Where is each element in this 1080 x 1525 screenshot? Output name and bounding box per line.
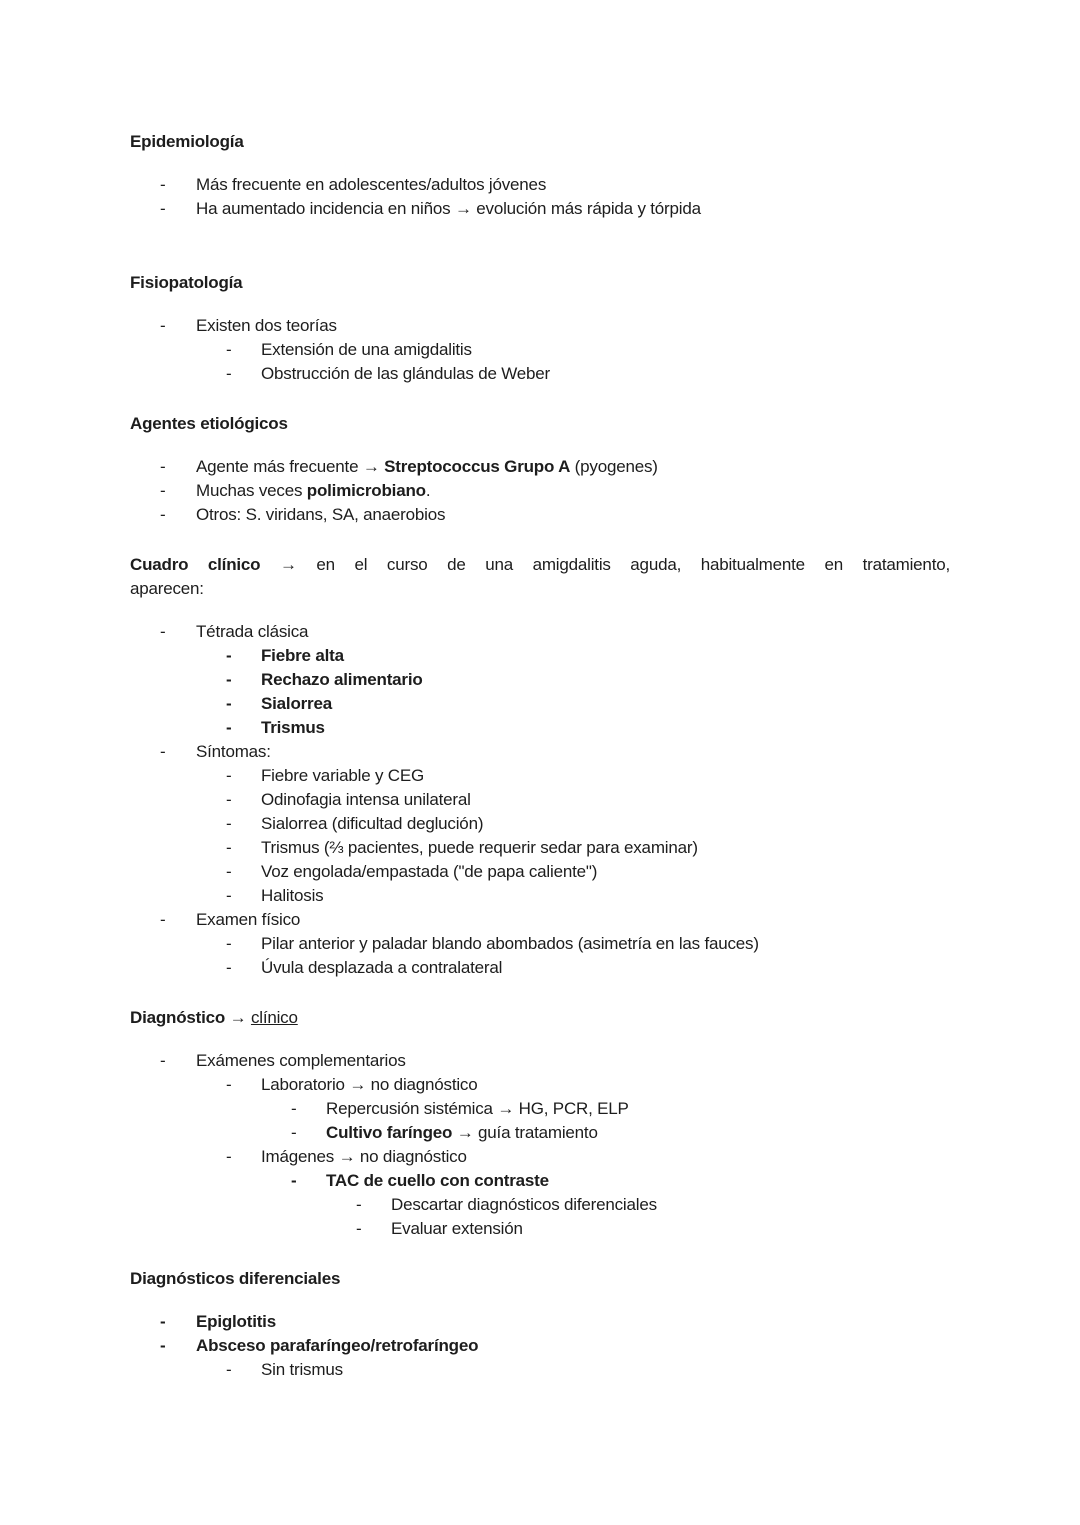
- text-segment: → en el curso de una amigdalitis aguda, habitualmente en tratamiento,: [260, 555, 950, 574]
- text-segment: Ha aumentado incidencia en niños → evolución más rápida y tórpida: [196, 199, 701, 218]
- bullet-dash: -: [160, 742, 166, 761]
- bullet-item: [130, 740, 950, 764]
- text-segment: →: [225, 1008, 251, 1027]
- text-segment: Halitosis: [261, 886, 324, 905]
- section-heading: [130, 1006, 950, 1030]
- text-segment: Descartar diagnósticos diferenciales: [391, 1195, 657, 1214]
- text-segment: Existen dos teorías: [196, 316, 337, 335]
- bullet-list: [130, 455, 950, 527]
- bullet-text: [196, 1312, 276, 1331]
- bullet-item: [130, 620, 950, 644]
- bullet-dash: -: [226, 340, 232, 359]
- bullet-text: [196, 457, 658, 476]
- doc-section: [130, 553, 950, 980]
- bullet-dash: -: [226, 364, 232, 383]
- bullet-text: [196, 199, 701, 218]
- bullet-list: [130, 1049, 950, 1241]
- bullet-dash: -: [160, 457, 166, 476]
- text-segment: (pyogenes): [570, 457, 658, 476]
- bullet-text: [261, 718, 325, 737]
- bullet-item: [130, 692, 950, 716]
- text-segment: Diagnóstico: [130, 1008, 226, 1027]
- text-segment: TAC de cuello con contraste: [326, 1171, 549, 1190]
- bullet-item: [130, 1169, 950, 1193]
- bullet-dash: -: [160, 316, 166, 335]
- bullet-item: [130, 1097, 950, 1121]
- text-segment: polimicrobiano: [306, 481, 426, 500]
- text-segment: aparecen:: [130, 579, 204, 598]
- bullet-dash: -: [356, 1195, 362, 1214]
- bullet-item: [130, 956, 950, 980]
- bullet-dash: -: [226, 1147, 232, 1166]
- text-segment: Síntomas:: [196, 742, 271, 761]
- bullet-dash: -: [291, 1123, 297, 1142]
- bullet-text: [261, 364, 550, 383]
- text-segment: Evaluar extensión: [391, 1219, 523, 1238]
- bullet-text: [196, 1051, 406, 1070]
- bullet-text: [196, 742, 271, 761]
- doc-section: [130, 271, 950, 386]
- bullet-text: [391, 1219, 523, 1238]
- bullet-dash: -: [160, 481, 166, 500]
- bullet-dash: -: [226, 934, 232, 953]
- text-segment: Exámenes complementarios: [196, 1051, 406, 1070]
- bullet-item: [130, 314, 950, 338]
- bullet-text: [261, 838, 698, 857]
- text-segment: Trismus: [261, 718, 325, 737]
- bullet-dash: -: [226, 790, 232, 809]
- text-segment: Otros: S. viridans, SA, anaerobios: [196, 505, 446, 524]
- bullet-text: [261, 646, 344, 665]
- bullet-text: [261, 814, 483, 833]
- text-segment: Streptococcus Grupo A: [384, 457, 571, 476]
- text-segment: Rechazo alimentario: [261, 670, 423, 689]
- text-segment: Fiebre alta: [261, 646, 344, 665]
- text-segment: Cultivo faríngeo: [326, 1123, 453, 1142]
- bullet-dash: -: [226, 718, 232, 737]
- bullet-dash: -: [226, 670, 232, 689]
- bullet-dash: -: [226, 694, 232, 713]
- bullet-item: [130, 716, 950, 740]
- bullet-item: [130, 1049, 950, 1073]
- bullet-dash: -: [226, 886, 232, 905]
- text-segment: Sin trismus: [261, 1360, 343, 1379]
- text-segment: Úvula desplazada a contralateral: [261, 958, 503, 977]
- doc-section: [130, 1267, 950, 1382]
- bullet-item: [130, 455, 950, 479]
- section-heading: [130, 412, 950, 436]
- bullet-item: [130, 908, 950, 932]
- paragraph-line: [130, 553, 950, 577]
- bullet-item: [130, 173, 950, 197]
- bullet-list: [130, 173, 950, 221]
- bullet-text: [261, 766, 424, 785]
- text-segment: Más frecuente en adolescentes/adultos jóvenes: [196, 175, 547, 194]
- bullet-dash: -: [160, 199, 166, 218]
- section-heading: [130, 271, 950, 295]
- text-segment: Epiglotitis: [196, 1312, 276, 1331]
- bullet-text: [261, 886, 323, 905]
- bullet-dash: -: [160, 1336, 166, 1355]
- bullet-item: [130, 1334, 950, 1358]
- bullet-dash: -: [226, 646, 232, 665]
- bullet-item: [130, 1310, 950, 1334]
- bullet-item: [130, 479, 950, 503]
- text-segment: Sialorrea (dificultad deglución): [261, 814, 484, 833]
- bullet-list: [130, 620, 950, 980]
- bullet-item: [130, 1145, 950, 1169]
- bullet-dash: -: [226, 814, 232, 833]
- bullet-text: [196, 175, 546, 194]
- bullet-text: [326, 1099, 629, 1118]
- text-segment: Sialorrea: [261, 694, 332, 713]
- doc-section: [130, 130, 950, 221]
- bullet-item: [130, 338, 950, 362]
- text-segment: → guía tratamiento: [452, 1123, 598, 1142]
- text-segment: Fiebre variable y CEG: [261, 766, 425, 785]
- bullet-text: [261, 1360, 343, 1379]
- text-segment: Laboratorio → no diagnóstico: [261, 1075, 478, 1094]
- bullet-dash: -: [160, 910, 166, 929]
- text-segment: Obstrucción de las glándulas de Weber: [261, 364, 551, 383]
- bullet-text: [196, 316, 337, 335]
- bullet-dash: -: [356, 1219, 362, 1238]
- section-heading: [130, 1267, 950, 1291]
- bullet-dash: -: [291, 1099, 297, 1118]
- text-segment: Imágenes → no diagnóstico: [261, 1147, 467, 1166]
- bullet-dash: -: [160, 1312, 166, 1331]
- text-segment: clínico: [250, 1008, 298, 1027]
- bullet-text: [196, 910, 300, 929]
- text-segment: Pilar anterior y paladar blando abombados (asimetría en las fauces): [261, 934, 759, 953]
- bullet-dash: -: [160, 505, 166, 524]
- text-segment: Tétrada clásica: [196, 622, 309, 641]
- bullet-text: [261, 670, 423, 689]
- bullet-dash: -: [160, 175, 166, 194]
- bullet-item: [130, 503, 950, 527]
- bullet-item: [130, 1358, 950, 1382]
- text-segment: .: [425, 481, 431, 500]
- bullet-item: [130, 1073, 950, 1097]
- bullet-text: [196, 481, 430, 500]
- text-segment: Extensión de una amigdalitis: [261, 340, 472, 359]
- bullet-dash: -: [160, 622, 166, 641]
- section-heading: [130, 130, 950, 154]
- paragraph-line: [130, 577, 950, 601]
- text-segment: Epidemiología: [130, 132, 244, 151]
- bullet-dash: -: [226, 958, 232, 977]
- bullet-dash: -: [160, 1051, 166, 1070]
- bullet-item: [130, 836, 950, 860]
- bullet-text: [261, 790, 471, 809]
- bullet-text: [261, 1147, 467, 1166]
- bullet-text: [391, 1195, 657, 1214]
- bullet-dash: -: [226, 766, 232, 785]
- paragraph-block: [130, 553, 950, 601]
- bullet-item: [130, 884, 950, 908]
- text-segment: Absceso parafaríngeo/retrofaríngeo: [196, 1336, 479, 1355]
- doc-section: [130, 412, 950, 527]
- bullet-item: [130, 812, 950, 836]
- bullet-text: [326, 1123, 598, 1142]
- bullet-dash: -: [226, 1360, 232, 1379]
- bullet-item: [130, 668, 950, 692]
- bullet-text: [261, 934, 759, 953]
- bullet-item: [130, 764, 950, 788]
- text-segment: Odinofagia intensa unilateral: [261, 790, 471, 809]
- bullet-dash: -: [291, 1171, 297, 1190]
- document-body: [130, 130, 950, 1382]
- text-segment: Voz engolada/empastada ("de papa caliente"): [261, 862, 598, 881]
- bullet-item: [130, 362, 950, 386]
- text-segment: Agentes etiológicos: [130, 414, 288, 433]
- bullet-text: [196, 1336, 478, 1355]
- text-segment: Muchas veces: [196, 481, 307, 500]
- text-segment: Trismus (⅔ pacientes, puede requerir sedar para examinar): [261, 838, 698, 857]
- bullet-text: [261, 340, 472, 359]
- bullet-item: [130, 932, 950, 956]
- bullet-text: [261, 958, 502, 977]
- bullet-item: [130, 860, 950, 884]
- bullet-item: [130, 197, 950, 221]
- bullet-item: [130, 1121, 950, 1145]
- bullet-item: [130, 1193, 950, 1217]
- text-segment: Cuadro clínico: [130, 555, 261, 574]
- text-segment: Diagnósticos diferenciales: [130, 1269, 341, 1288]
- text-segment: Fisiopatología: [130, 273, 243, 292]
- bullet-list: [130, 314, 950, 386]
- bullet-text: [261, 1075, 478, 1094]
- bullet-text: [196, 505, 445, 524]
- bullet-dash: -: [226, 1075, 232, 1094]
- text-segment: Agente más frecuente →: [196, 457, 385, 476]
- bullet-text: [326, 1171, 549, 1190]
- bullet-text: [196, 622, 308, 641]
- bullet-dash: -: [226, 862, 232, 881]
- text-segment: Examen físico: [196, 910, 301, 929]
- bullet-item: [130, 788, 950, 812]
- bullet-list: [130, 1310, 950, 1382]
- bullet-item: [130, 644, 950, 668]
- doc-section: [130, 1006, 950, 1241]
- bullet-dash: -: [226, 838, 232, 857]
- bullet-text: [261, 694, 332, 713]
- text-segment: Repercusión sistémica → HG, PCR, ELP: [326, 1099, 629, 1118]
- bullet-text: [261, 862, 597, 881]
- bullet-item: [130, 1217, 950, 1241]
